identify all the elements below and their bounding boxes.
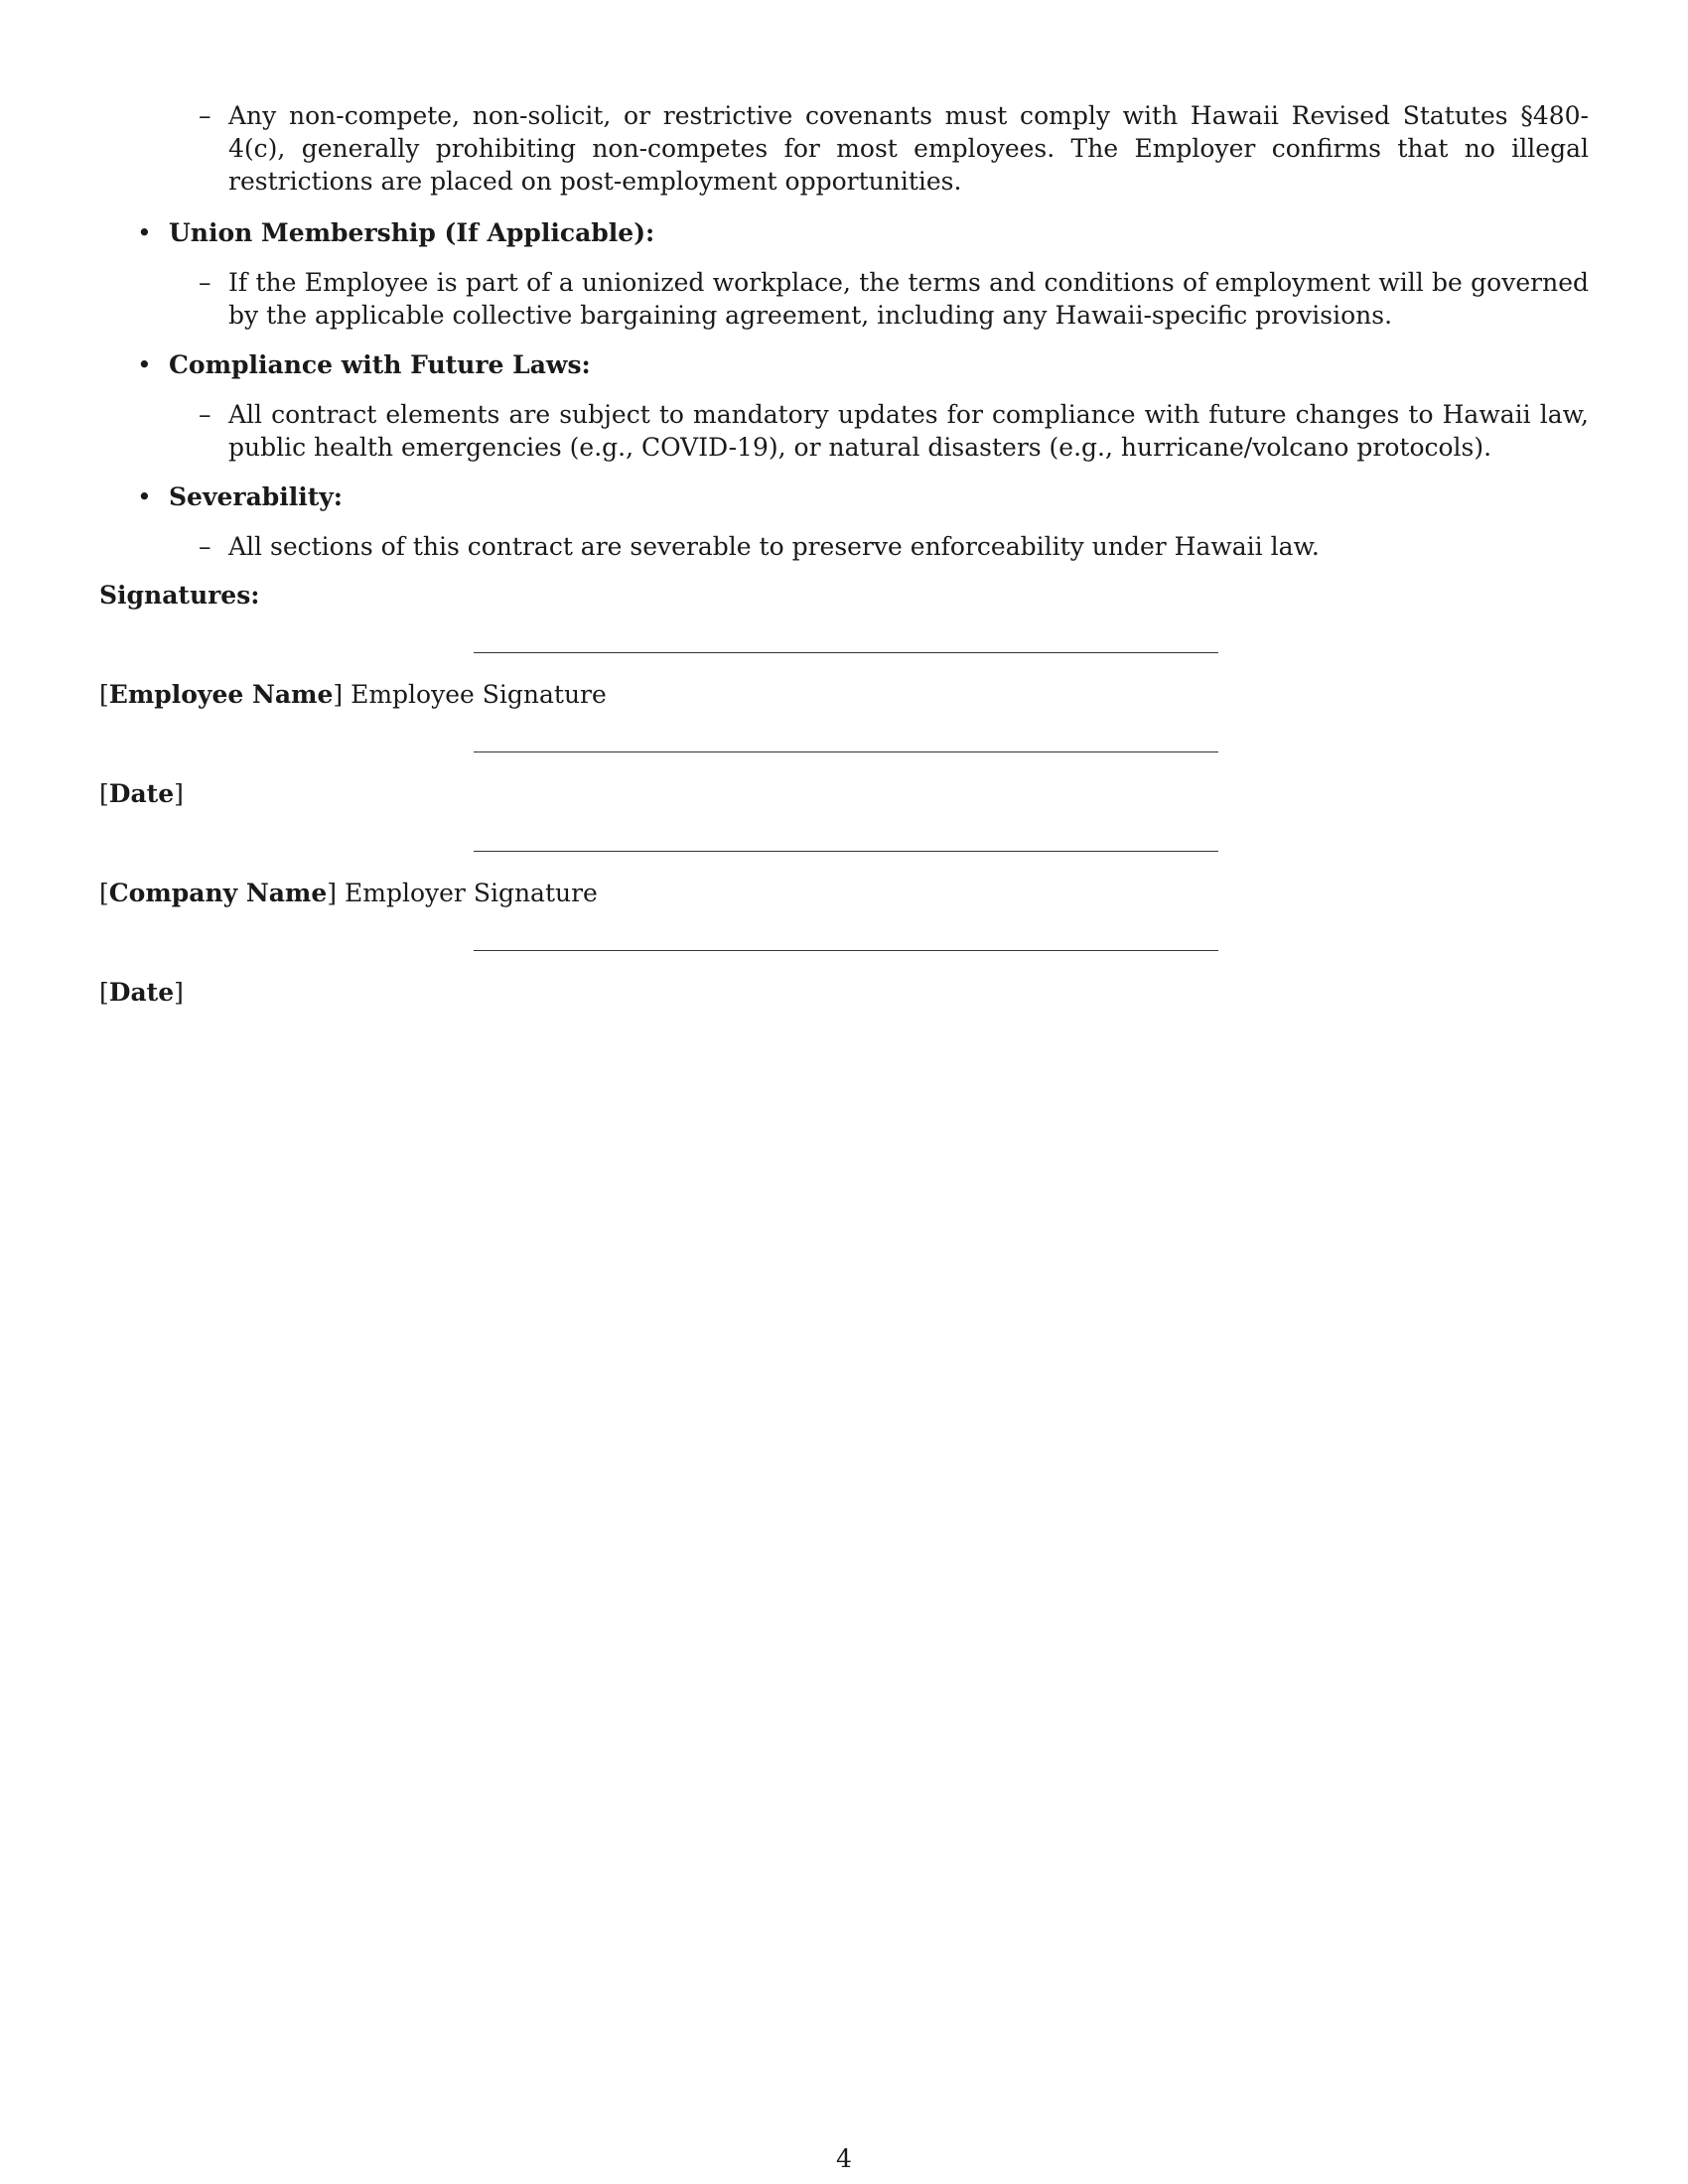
- severability-text: All sections of this contract are severable to preserve enforceability under Hawaii law.: [228, 532, 1320, 561]
- company-name-placeholder: Company Name: [108, 879, 328, 907]
- employer-date-placeholder: Date: [108, 978, 175, 1007]
- employer-date-label: [Date]: [99, 978, 184, 1007]
- compliance-text: All contract elements are subject to mandatory updates for compliance with future changes to Hawaii law, public health emergencies (e.g., COVID-19), or natural disasters (e.g., hurricane/volcano protocols).: [228, 400, 1589, 462]
- employer-date-line[interactable]: [474, 950, 1218, 951]
- severability-heading: [137, 480, 343, 513]
- union-membership-text: If the Employee is part of a unionized workplace, the terms and conditions of employment will be governed by the applicable collective bargaining agreement, including any Hawaii-specific provisions.: [228, 268, 1589, 330]
- employee-date-label: [Date]: [99, 779, 184, 808]
- employer-signature-text: Employer Signature: [345, 879, 598, 907]
- page-number: 4: [836, 2144, 852, 2173]
- noncompete-text: Any non-compete, non-solicit, or restrictive covenants must comply with Hawaii Revised Statutes §480-4(c), generally prohibiting non-competes for most employees. The Employer confirms that no illegal restrictions are placed on post-employment opportunities.: [228, 101, 1589, 196]
- employee-signature-line[interactable]: [474, 652, 1218, 653]
- dash-marker: –: [199, 400, 211, 429]
- noncompete-item: [199, 99, 1589, 198]
- compliance-item: [199, 398, 1589, 464]
- union-membership-title: Union Membership (If Applicable):: [169, 218, 655, 247]
- employer-signature-line[interactable]: [474, 851, 1218, 852]
- dash-marker: –: [199, 532, 211, 561]
- union-membership-heading: [137, 216, 654, 249]
- employee-date-placeholder: Date: [108, 779, 175, 808]
- compliance-heading: [137, 348, 591, 381]
- employer-signature-label: [Company Name] Employer Signature: [99, 879, 598, 907]
- signatures-heading: Signatures:: [99, 581, 260, 610]
- employee-date-line[interactable]: [474, 751, 1218, 752]
- bullet-marker: •: [137, 482, 152, 511]
- severability-item: [199, 530, 1589, 563]
- severability-title: Severability:: [169, 482, 344, 511]
- compliance-title: Compliance with Future Laws:: [169, 350, 591, 379]
- employee-name-placeholder: Employee Name: [108, 680, 334, 709]
- employee-signature-label: [Employee Name] Employee Signature: [99, 680, 607, 709]
- bullet-marker: •: [137, 218, 152, 247]
- dash-marker: –: [199, 101, 211, 130]
- bullet-marker: •: [137, 350, 152, 379]
- dash-marker: –: [199, 268, 211, 297]
- employee-signature-text: Employee Signature: [351, 680, 607, 709]
- union-membership-item: [199, 266, 1589, 332]
